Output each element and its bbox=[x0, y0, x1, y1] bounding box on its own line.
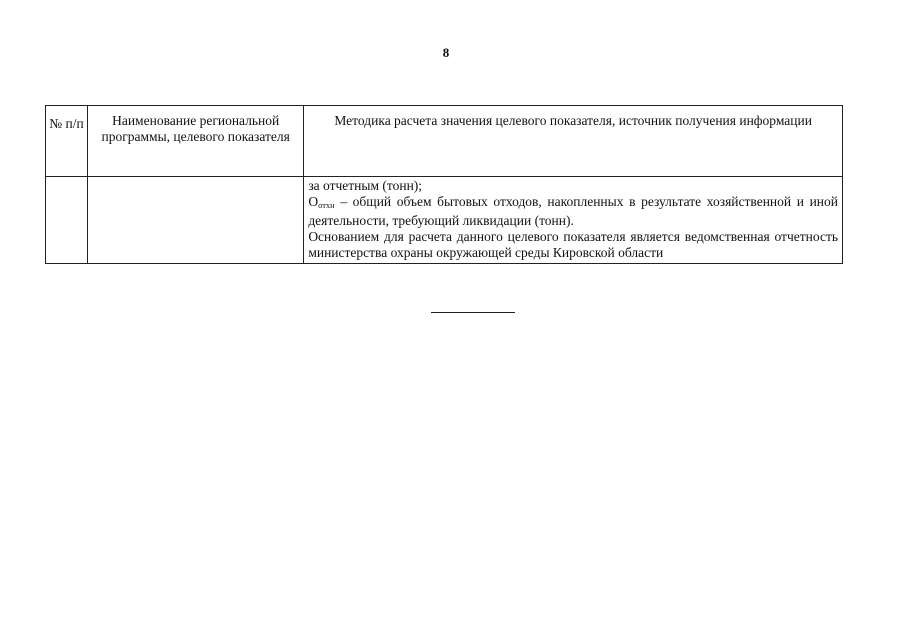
end-separator-line bbox=[431, 312, 515, 313]
method-line-3: Основанием для расчета данного целевого показателя является ведомственная отчетность министерства охраны окружающей среды Кировской области bbox=[308, 229, 838, 260]
method-line-2 bbox=[308, 194, 838, 229]
table-row bbox=[46, 177, 843, 264]
variable-subscript: отхн bbox=[318, 200, 335, 210]
method-line-1: за отчетным (тонн); bbox=[308, 178, 423, 193]
cell-num bbox=[46, 177, 88, 264]
cell-name bbox=[88, 177, 304, 264]
method-line-2-text: – общий объем бытовых отходов, накопленных в результате хозяйственной и иной деятельности, требующий ликвидации (тонн). bbox=[308, 194, 838, 228]
header-num: № п/п bbox=[46, 106, 88, 177]
table-header-row bbox=[46, 106, 843, 177]
page-number: 8 bbox=[442, 45, 450, 60]
header-method: Методика расчета значения целевого показателя, источник получения информации bbox=[304, 106, 843, 177]
variable-symbol: О bbox=[308, 194, 319, 209]
cell-method bbox=[304, 177, 843, 264]
indicator-table bbox=[45, 105, 843, 264]
header-name: Наименование региональной программы, целевого показателя bbox=[88, 106, 304, 177]
